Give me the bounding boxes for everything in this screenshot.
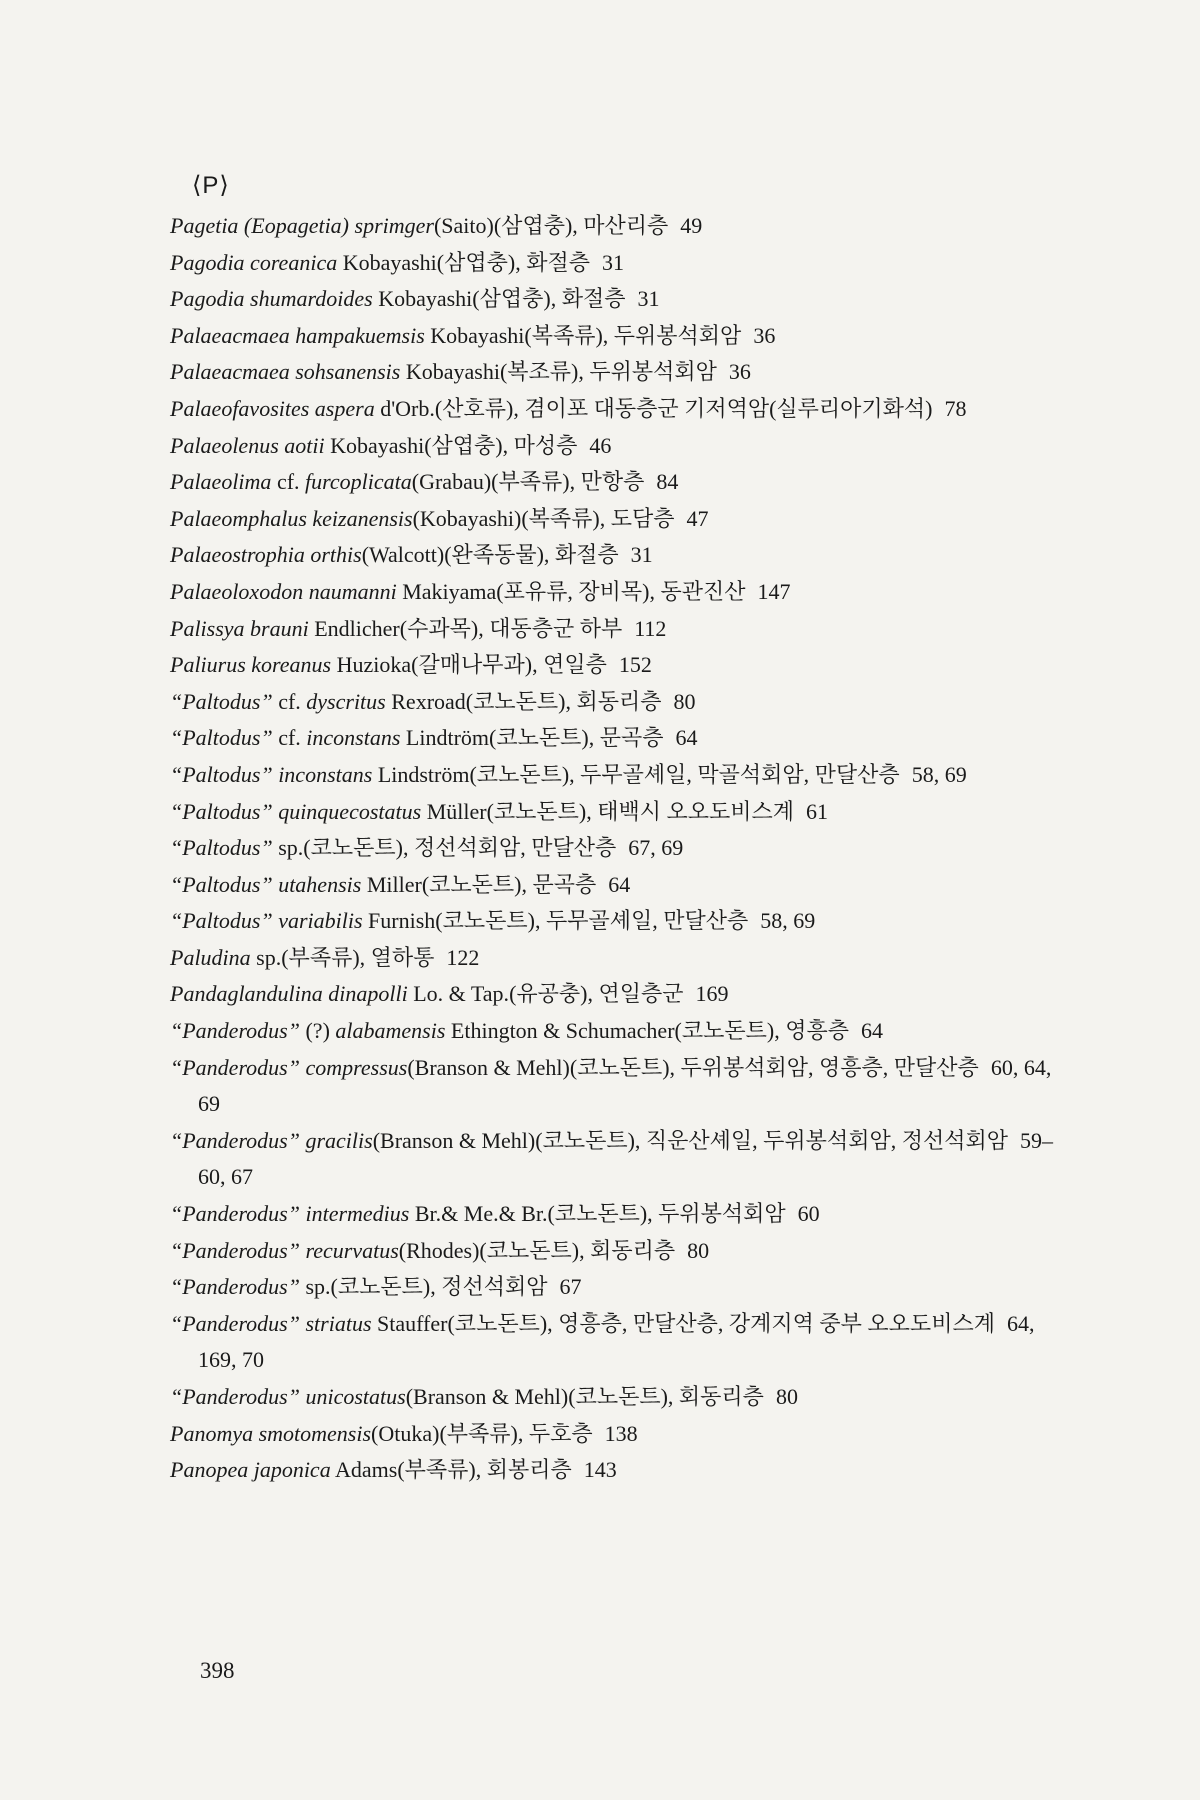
- index-entry: Palaeoloxodon naumanni Makiyama(포유류, 장비목), 동관진산 147: [170, 578, 791, 604]
- species-name: Palaeolenus aotii: [170, 432, 325, 458]
- index-entry: “Panderodus” intermedius Br.& Me.& Br.(코노돈트), 두위봉석회암 60: [170, 1201, 820, 1227]
- taxon-group: (코노돈트): [569, 1054, 670, 1080]
- author: Furnish: [362, 908, 436, 934]
- taxon-group: (코노돈트): [469, 761, 570, 787]
- index-entry: “Panderodus” unicostatus(Branson & Mehl)(코노돈트), 회동리층 80: [170, 1384, 798, 1409]
- locality: 문곡층: [532, 871, 597, 897]
- species-name: Palissya brauni: [170, 615, 309, 641]
- species-name: Pagodia coreanica: [170, 249, 338, 275]
- locality: 연일층: [543, 652, 607, 678]
- species-name: Panomya smotomensis: [170, 1420, 372, 1446]
- page-refs: 36: [728, 359, 751, 385]
- locality: 동관진산: [660, 578, 746, 604]
- species-name: Paludina: [170, 944, 251, 970]
- index-entry: Panomya smotomensis(Otuka)(부족류), 두호층 138: [170, 1420, 638, 1446]
- page-refs: 31: [637, 286, 660, 312]
- species-name-2: furcoplicata: [305, 469, 412, 495]
- page-refs: 147: [757, 578, 791, 604]
- species-name: “Paltodus” quinquecostatus: [170, 798, 422, 824]
- author: (Rhodes): [398, 1237, 480, 1263]
- author: Stauffer: [371, 1310, 448, 1336]
- species-name: “Paltodus” utahensis: [170, 871, 362, 897]
- index-entry: Palaeolima cf. furcoplicata(Grabau)(부족류), 만항층 84: [170, 469, 679, 495]
- species-name: “Panderodus” unicostatus: [170, 1384, 406, 1409]
- page-refs: 80: [687, 1237, 710, 1263]
- locality: 연일층군: [598, 981, 684, 1007]
- locality: 영흥층: [785, 1018, 849, 1044]
- author: Kobayashi: [324, 432, 425, 458]
- page-refs: 58, 69: [911, 761, 967, 787]
- index-entry: Panopea japonica Adams(부족류), 회봉리층 143: [170, 1457, 617, 1483]
- author: Lo. & Tap.: [407, 981, 510, 1007]
- author: d'Orb.: [374, 395, 435, 421]
- author: Kobayashi: [400, 359, 500, 385]
- index-entry: Palaeofavosites aspera d'Orb.(산호류), 겸이포 대동층군 기저역암(실루리아기화석) 78: [170, 395, 967, 421]
- species-name: “Paltodus” variabilis: [170, 908, 363, 934]
- index-entry: Pandaglandulina dinapolli Lo. & Tap.(유공충), 연일층군 169: [170, 981, 729, 1007]
- author: Kobayashi: [372, 286, 473, 312]
- taxon-group: (부족류): [397, 1457, 476, 1483]
- locality: 정선석회암: [441, 1274, 548, 1300]
- locality: 영흥층, 만달산층, 강계지역 중부 오오도비스계: [558, 1310, 995, 1336]
- locality: 도담층: [610, 505, 675, 531]
- index-entry: Palaeomphalus keizanensis(Kobayashi)(복족류), 도담층 47: [170, 505, 709, 531]
- locality: 태백시 오오도비스계: [597, 798, 795, 824]
- taxon-group: (삼엽충): [493, 213, 573, 238]
- species-name: “Panderodus” compressus: [170, 1054, 408, 1080]
- author: Miller: [361, 871, 422, 897]
- page-refs: 61: [806, 798, 829, 824]
- taxon-group: (완족동물): [444, 542, 544, 568]
- species-name: “Paltodus”: [170, 725, 273, 751]
- page-refs: 169: [695, 981, 729, 1007]
- author: (Saito): [433, 213, 494, 238]
- species-name: “Panderodus”: [170, 1018, 300, 1044]
- taxon-group: (복족류): [521, 505, 600, 531]
- page-refs: 64: [608, 871, 631, 897]
- author: cf.: [272, 725, 307, 751]
- species-name: “Panderodus” intermedius: [170, 1201, 410, 1227]
- locality: 문곡층: [599, 725, 664, 751]
- index-entry: Palaeolenus aotii Kobayashi(삼엽충), 마성층 46: [170, 432, 612, 458]
- locality: 열하통: [370, 944, 435, 970]
- index-entry: “Paltodus” inconstans Lindström(코노돈트), 두무골셰일, 막골석회암, 만달산층 58, 69: [170, 761, 967, 787]
- species-name: Palaeoloxodon naumanni: [170, 578, 397, 604]
- page-refs: 80: [775, 1384, 798, 1409]
- taxon-group: (갈매나무과): [411, 652, 533, 678]
- author: Adams: [330, 1457, 398, 1483]
- index-entry: “Paltodus” cf. inconstans Lindtröm(코노돈트), 문곡층 64: [170, 725, 698, 751]
- taxon-group: (부족류): [439, 1420, 518, 1446]
- taxon-group: (코노돈트): [435, 908, 535, 934]
- page-refs: 64: [860, 1018, 883, 1044]
- taxon-group: (코노돈트): [486, 798, 587, 824]
- taxon-group: (코노돈트): [421, 871, 522, 897]
- species-name-2: dyscritus: [306, 688, 386, 714]
- species-name-2: alabamensis: [335, 1018, 446, 1044]
- page-refs: 64: [675, 725, 698, 751]
- page-refs: 152: [618, 652, 652, 678]
- index-entry: “Panderodus” recurvatus(Rhodes)(코노돈트), 회동리층 80: [170, 1237, 710, 1263]
- species-name: “Panderodus”: [170, 1274, 300, 1300]
- page-refs: 47: [686, 505, 709, 531]
- locality: 회봉리층: [486, 1457, 572, 1483]
- locality: 직운산셰일, 두위봉석회암, 정선석회암: [645, 1127, 1008, 1153]
- locality: 두위봉석회암: [589, 359, 717, 385]
- taxon-group: (코노돈트): [303, 835, 403, 861]
- taxon-group: (코노돈트): [568, 1384, 668, 1409]
- locality: 마산리층: [583, 213, 669, 238]
- locality: 두위봉석회암, 영흥층, 만달산층: [680, 1054, 979, 1080]
- locality: 정선석회암, 만달산층: [413, 835, 617, 861]
- locality: 화절층: [526, 249, 590, 275]
- author: Huzioka: [331, 652, 412, 678]
- taxon-group: (삼엽충): [436, 249, 516, 275]
- author: (Branson & Mehl): [407, 1054, 570, 1080]
- page-refs: 143: [583, 1457, 617, 1483]
- taxon-group: (복조류): [499, 359, 579, 385]
- species-name: Pagetia (Eopagetia) sprimger: [170, 213, 434, 238]
- page-refs: 138: [604, 1420, 638, 1446]
- locality: 두위봉석회암: [613, 322, 742, 348]
- page-number: 398: [200, 1658, 235, 1683]
- author: sp.: [272, 835, 304, 861]
- page-refs: 31: [630, 542, 653, 568]
- species-name: “Paltodus”: [170, 835, 273, 861]
- author: sp.: [299, 1274, 331, 1300]
- taxon-group: (코노돈트): [330, 1274, 431, 1300]
- author: cf.: [272, 688, 307, 714]
- author: Kobayashi: [424, 322, 525, 348]
- page-refs: 60: [797, 1201, 820, 1227]
- taxon-group: (포유류, 장비목): [496, 578, 650, 604]
- page-refs: 59–60, 67: [198, 1127, 1053, 1190]
- species-name: Pandaglandulina dinapolli: [170, 981, 408, 1007]
- author: Kobayashi: [337, 249, 437, 275]
- index-entry: “Paltodus” variabilis Furnish(코노돈트), 두무골셰일, 만달산층 58, 69: [170, 908, 816, 934]
- taxon-group: (삼엽충): [472, 286, 551, 312]
- index-entry: “Paltodus” sp.(코노돈트), 정선석회암, 만달산층 67, 69: [170, 835, 684, 861]
- taxon-group: (코노돈트): [674, 1018, 775, 1044]
- page-refs: 49: [680, 213, 703, 238]
- author: Makiyama: [396, 578, 497, 604]
- index-entry: “Panderodus” gracilis(Branson & Mehl)(코노돈트), 직운산셰일, 두위봉석회암, 정선석회암 59–60, 67: [170, 1127, 1053, 1190]
- page-refs: 112: [634, 615, 667, 641]
- species-name: “Paltodus” inconstans: [170, 761, 373, 787]
- species-name: Palaeofavosites aspera: [170, 395, 375, 421]
- locality: 회동리층: [678, 1384, 764, 1409]
- species-name: Palaeacmaea sohsanensis: [170, 359, 401, 385]
- species-name: Palaeostrophia orthis: [170, 542, 362, 568]
- species-name: Palaeacmaea hampakuemsis: [170, 322, 425, 348]
- page-refs: 64, 169, 70: [198, 1310, 1035, 1373]
- author: (Otuka): [371, 1420, 440, 1446]
- author: (?): [299, 1018, 336, 1044]
- index-entry: “Panderodus” (?) alabamensis Ethington & Schumacher(코노돈트), 영흥층 64: [170, 1018, 883, 1044]
- index-entry: Palaeacmaea hampakuemsis Kobayashi(복족류), 두위봉석회암 36: [170, 322, 776, 348]
- page-refs: 67, 69: [628, 835, 684, 861]
- species-name: Pagodia shumardoides: [170, 286, 373, 312]
- species-name: Palaeolima: [170, 469, 272, 495]
- index-entry: Pagodia shumardoides Kobayashi(삼엽충), 화절층 31: [170, 286, 660, 312]
- page-refs: 31: [601, 249, 624, 275]
- locality: 두위봉석회암: [658, 1201, 786, 1227]
- taxon-group: (부족류): [281, 944, 360, 970]
- index-entry: Pagodia coreanica Kobayashi(삼엽충), 화절층 31: [170, 249, 624, 275]
- page-refs: 36: [753, 322, 776, 348]
- index-entry: “Panderodus” striatus Stauffer(코노돈트), 영흥층, 만달산층, 강계지역 중부 오오도비스계 64, 169, 70: [170, 1310, 1035, 1373]
- author: (Branson & Mehl): [405, 1384, 569, 1409]
- page-refs: 84: [656, 469, 679, 495]
- species-name: “Panderodus” recurvatus: [170, 1237, 399, 1263]
- author: (Walcott): [361, 542, 445, 568]
- taxon-group: (산호류): [434, 395, 514, 421]
- taxon-group: (코노돈트): [447, 1310, 548, 1336]
- locality: 대동층군 하부: [489, 615, 623, 641]
- page-refs: 122: [446, 944, 480, 970]
- species-name: Paliurus koreanus: [170, 652, 332, 678]
- species-name: “Paltodus”: [170, 688, 273, 714]
- taxon-group: (코노돈트): [479, 1237, 580, 1263]
- index-entry: Palissya brauni Endlicher(수과목), 대동층군 하부 112: [170, 615, 667, 641]
- species-name-2: inconstans: [306, 725, 401, 751]
- author: Br.& Me.& Br.: [409, 1201, 548, 1227]
- section-header: ⟨P⟩: [192, 172, 230, 199]
- species-name: “Panderodus” gracilis: [170, 1127, 373, 1153]
- index-entry: “Panderodus” sp.(코노돈트), 정선석회암 67: [170, 1274, 582, 1300]
- index-entry: Palaeostrophia orthis(Walcott)(완족동물), 화절층 31: [170, 542, 653, 568]
- author-2: Rexroad: [385, 688, 466, 714]
- locality: 화절층: [554, 542, 619, 568]
- index-entry: “Panderodus” compressus(Branson & Mehl)(코노돈트), 두위봉석회암, 영흥층, 만달산층 60, 64, 69: [170, 1054, 1052, 1117]
- index-entry: “Paltodus” utahensis Miller(코노돈트), 문곡층 64: [170, 871, 631, 897]
- page-refs: 80: [673, 688, 696, 714]
- locality: 두무골셰일, 만달산층: [545, 908, 749, 934]
- page-refs: 67: [559, 1274, 582, 1300]
- taxon-group: (삼엽충): [424, 432, 503, 458]
- author: sp.: [250, 944, 282, 970]
- author: Müller: [421, 798, 487, 824]
- locality: 겸이포 대동층군 기저역암(실루리아기화석): [524, 395, 933, 421]
- page-refs: 78: [944, 395, 967, 421]
- locality: 회동리층: [576, 688, 662, 714]
- index-entry: Palaeacmaea sohsanensis Kobayashi(복조류), 두위봉석회암 36: [170, 359, 751, 385]
- taxon-group: (수과목): [399, 615, 479, 641]
- taxon-group: (코노돈트): [547, 1201, 648, 1227]
- index-entry: Pagetia (Eopagetia) sprimger(Saito)(삼엽충), 마산리층 49: [170, 213, 703, 238]
- locality: 마성층: [513, 432, 578, 458]
- taxon-group: (부족류): [491, 469, 570, 495]
- taxon-group: (유공충): [509, 981, 588, 1007]
- species-name: “Panderodus” striatus: [170, 1310, 372, 1336]
- locality: 회동리층: [590, 1237, 676, 1263]
- author: (Kobayashi): [412, 505, 522, 531]
- author: (Branson & Mehl): [372, 1127, 536, 1153]
- page-refs: 46: [589, 432, 612, 458]
- index-entry: Paludina sp.(부족류), 열하통 122: [170, 944, 480, 970]
- taxon-group: (코노돈트): [489, 725, 589, 751]
- author-2: (Grabau): [411, 469, 492, 495]
- taxon-group: (복족류): [524, 322, 603, 348]
- index-entry-list: [170, 208, 1070, 1489]
- species-name: Panopea japonica: [170, 1457, 331, 1483]
- taxon-group: (코노돈트): [535, 1127, 635, 1153]
- locality: 화절층: [561, 286, 626, 312]
- species-name: Palaeomphalus keizanensis: [170, 505, 413, 531]
- index-entry: Paliurus koreanus Huzioka(갈매나무과), 연일층 152: [170, 652, 652, 678]
- taxon-group: (코노돈트): [465, 688, 566, 714]
- locality: 만항층: [580, 469, 645, 495]
- author: cf.: [271, 469, 306, 495]
- page-refs: 58, 69: [760, 908, 816, 934]
- locality: 두무골셰일, 막골석회암, 만달산층: [580, 761, 900, 787]
- author-2: Lindtröm: [400, 725, 490, 751]
- locality: 두호층: [528, 1420, 593, 1446]
- author-2: Ethington & Schumacher: [445, 1018, 675, 1044]
- author: Endlicher: [308, 615, 400, 641]
- index-entry: “Paltodus” cf. dyscritus Rexroad(코노돈트), 회동리층 80: [170, 688, 696, 714]
- author: Lindström: [372, 761, 470, 787]
- index-entry: “Paltodus” quinquecostatus Müller(코노돈트), 태백시 오오도비스계 61: [170, 798, 829, 824]
- page-refs: 60, 64, 69: [198, 1054, 1052, 1117]
